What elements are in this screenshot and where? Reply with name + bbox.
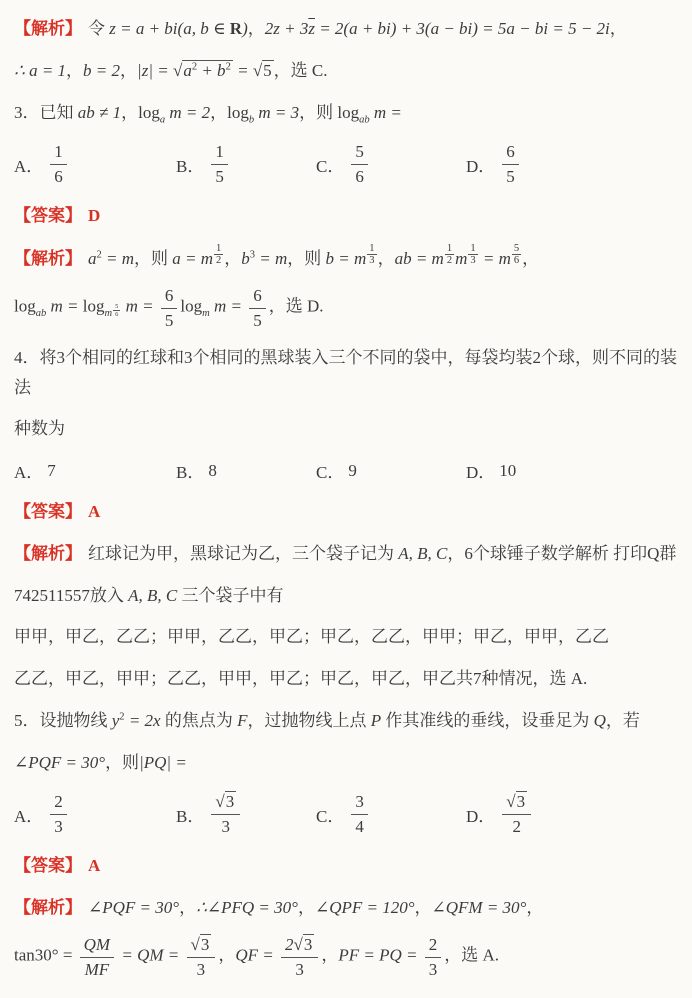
analysis-label: 【解析】	[14, 897, 82, 917]
option-item	[316, 791, 466, 837]
radical-sign: √	[293, 935, 303, 955]
fraction: $\frac{√3}{2}$	[502, 791, 531, 837]
analysis-paragraph: 【解析】 令 z = a + bi(a, b ∈ R)，$2z + 3\overline{z} = 2(a + bi) + 3(a - bi) = 5a$ − bi = 5 − 2i，	[14, 19, 627, 38]
text-paragraph: 4．将3个相同的红球和3个相同的黑球装入三个不同的袋中，每袋均装2个球，则不同的装法	[14, 347, 677, 397]
option-key: B．	[176, 156, 205, 176]
sqrt-expression: √3	[506, 792, 526, 812]
option-key: C．	[316, 806, 345, 826]
text-paragraph: 乙乙，甲乙，甲甲；乙乙，甲甲，甲乙；甲乙，甲乙，甲乙共7种情况，选 A.	[14, 669, 588, 689]
option-key: A．	[14, 463, 44, 483]
analysis-paragraph: 【解析】 ∠PQF = 30°，∴∠PFQ = 30°，∠QPF = 120°，∠QFM = 30°，	[14, 897, 544, 917]
text-paragraph: $\log_{ab} m = \log_{m ^{\frac{5}{6}}}$ m = $\frac{6}{5}$ $\log_m m$ = $\frac{6}{5}$ ，选 D.	[14, 286, 324, 330]
fraction: 1 3	[470, 242, 476, 267]
sqrt-expression: √5	[252, 60, 272, 80]
option-key: A．	[14, 156, 44, 176]
fraction: $\frac{6}{5}$	[161, 285, 178, 331]
text-paragraph: tan30° = $\frac{QM}{MF}$ = QM = $\frac{√3}{3}$ ，QF = $\frac{2√3}{3}$ ，PF = PQ = $\frac{2}{3}$ ，选 A.	[14, 935, 499, 979]
options-row	[14, 783, 678, 845]
sqrt-expression: √3	[190, 935, 210, 955]
fraction: $\frac{1}{6}$	[50, 141, 67, 187]
fraction: 1 2	[216, 242, 222, 267]
answer-line	[14, 845, 678, 887]
analysis-paragraph: 【解析】 红球记为甲，黑球记为乙，三个袋子记为 A, B, C，6个球锤子数学解析 打印Q群	[14, 543, 677, 563]
fraction: $\frac{√3}{3}$	[211, 791, 240, 837]
answer-label: 【答案】	[14, 855, 82, 875]
fraction: $\frac{√3}{3}$	[187, 934, 216, 980]
option-item	[176, 141, 316, 187]
text-paragraph: 甲甲，甲乙，乙乙；甲甲，乙乙，甲乙；甲乙，乙乙，甲甲；甲乙，甲甲，乙乙	[14, 627, 609, 647]
radical-sign: √	[252, 60, 263, 80]
fraction: $\frac{5}{6}$	[351, 141, 368, 187]
fraction: $\frac{3}{4}$	[351, 791, 368, 837]
option-key: D．	[466, 806, 496, 826]
answer-label: 【答案】	[14, 205, 82, 225]
option-key: B．	[176, 463, 205, 483]
fraction: $\frac{QM}{MF}$	[80, 934, 114, 980]
analysis-paragraph: 【解析】 $a^2 = m$，则 a = m $^{\frac{1}{2}}$ ，$b^3 = m$，则 b = m $^{\frac{1}{3}}$ ，ab = m $^{\frac{1}{2}}$ m $^{\frac{1}{3}}$ = m $^{\frac{5}{6}}$ ，	[14, 242, 540, 268]
option-item: D． 10	[466, 458, 516, 483]
solution-content	[14, 8, 678, 986]
text-paragraph: 742511557放入 A, B, C 三个袋子中有	[14, 585, 284, 605]
sqrt-expression: $√a^2 + b^2$	[172, 60, 231, 80]
option-key: A．	[14, 806, 44, 826]
analysis-label: 【解析】	[14, 19, 82, 38]
option-item	[176, 791, 316, 837]
option-key: B．	[176, 806, 205, 826]
answer-value: A	[88, 502, 101, 522]
fraction: 1 2	[446, 242, 453, 267]
option-item: B． 8	[176, 458, 316, 483]
fraction: $\frac{1}{5}$	[211, 141, 228, 187]
radical-sign: √	[215, 792, 225, 812]
answer-value: D	[88, 205, 101, 225]
text-paragraph: ∠PQF = 30°，则|PQ| =	[14, 752, 187, 772]
text-paragraph: ∴ a = 1，b = 2，$|z| = √a^2 + b^2 = √5$ ，选 C.	[14, 60, 328, 80]
option-item: C． 9	[316, 458, 466, 483]
radical-sign: √	[190, 935, 200, 955]
answer-value: A	[88, 855, 101, 875]
option-key: D．	[466, 156, 496, 176]
answer-line	[14, 491, 678, 533]
option-item	[466, 791, 534, 837]
fraction: $\frac{2}{3}$	[50, 791, 67, 837]
sqrt-expression: √3	[215, 792, 235, 812]
option-item: A． 7	[14, 458, 176, 483]
text-paragraph: 3．已知 ab ≠ 1，$\log_a m = 2$，$\log_b m = 3$，则 $\log_{ab} m$ =	[14, 102, 402, 125]
fraction: $\frac{2√3}{3}$	[281, 934, 318, 980]
analysis-label: 【解析】	[14, 248, 82, 268]
fraction: 5 6	[115, 302, 119, 318]
fraction: $\frac{6}{5}$	[502, 141, 519, 187]
fraction: 5 6	[513, 242, 520, 267]
option-key: D．	[466, 463, 496, 483]
sqrt-expression: √3	[293, 935, 313, 955]
option-item	[466, 141, 522, 187]
fraction: $\frac{6}{5}$	[249, 285, 266, 331]
fraction: 1 3	[369, 242, 375, 267]
options-row	[14, 133, 678, 195]
option-item	[316, 141, 466, 187]
fraction: $\frac{2}{3}$	[425, 934, 442, 980]
answer-line	[14, 195, 678, 237]
analysis-label: 【解析】	[14, 543, 82, 563]
option-item	[14, 141, 176, 187]
text-paragraph: 种数为	[14, 419, 65, 439]
option-key: C．	[316, 156, 345, 176]
option-key: C．	[316, 463, 345, 483]
text-paragraph: 5．设抛物线 $y^2 = 2x$ 的焦点为 F，过抛物线上点 P 作其准线的垂线，设垂足为 Q，若	[14, 710, 640, 730]
answer-label: 【答案】	[14, 502, 82, 522]
option-item	[14, 791, 176, 837]
options-row	[14, 450, 678, 491]
radical-sign: √	[506, 792, 516, 812]
radical-sign: √	[172, 60, 183, 80]
